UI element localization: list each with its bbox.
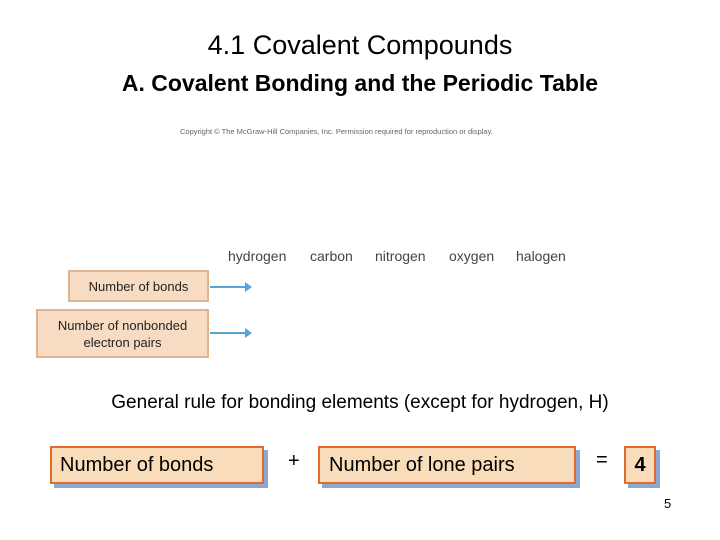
equals-operator: = (596, 449, 608, 471)
slide-title: 4.1 Covalent Compounds (207, 30, 513, 60)
number-of-bonds-text: Number of bonds (88, 278, 189, 294)
arrow-right-icon (210, 286, 250, 288)
nonbonded-pairs-label (36, 309, 209, 358)
page-number: 5 (664, 496, 672, 511)
equation-result (624, 446, 656, 484)
nonbonded-pairs-text-line1: Number of nonbonded (57, 317, 188, 333)
equation-term-lone-pairs (318, 446, 576, 484)
element-label-halogen: halogen (516, 248, 566, 264)
equation-result-text: 4 (634, 453, 646, 476)
plus-operator: + (288, 450, 300, 472)
equation-term-bonds (50, 446, 264, 484)
number-of-bonds-label (68, 270, 209, 302)
arrow-right-icon (210, 332, 250, 334)
element-label-carbon: carbon (310, 248, 353, 264)
general-rule-text: General rule for bonding elements (except for hydrogen, H) (111, 392, 609, 413)
element-label-oxygen: oxygen (449, 248, 495, 264)
element-label-hydrogen: hydrogen (228, 248, 287, 264)
nonbonded-pairs-text-line2: electron pairs (83, 334, 162, 350)
equation-term-bonds-text: Number of bonds (60, 453, 214, 476)
equation-term-lone-pairs-text: Number of lone pairs (329, 453, 515, 476)
element-label-nitrogen: nitrogen (375, 248, 426, 264)
copyright-notice: Copyright © The McGraw-Hill Companies, Inc. Permission required for reproduction or display. (180, 127, 493, 136)
slide-subtitle: A. Covalent Bonding and the Periodic Table (121, 70, 599, 96)
